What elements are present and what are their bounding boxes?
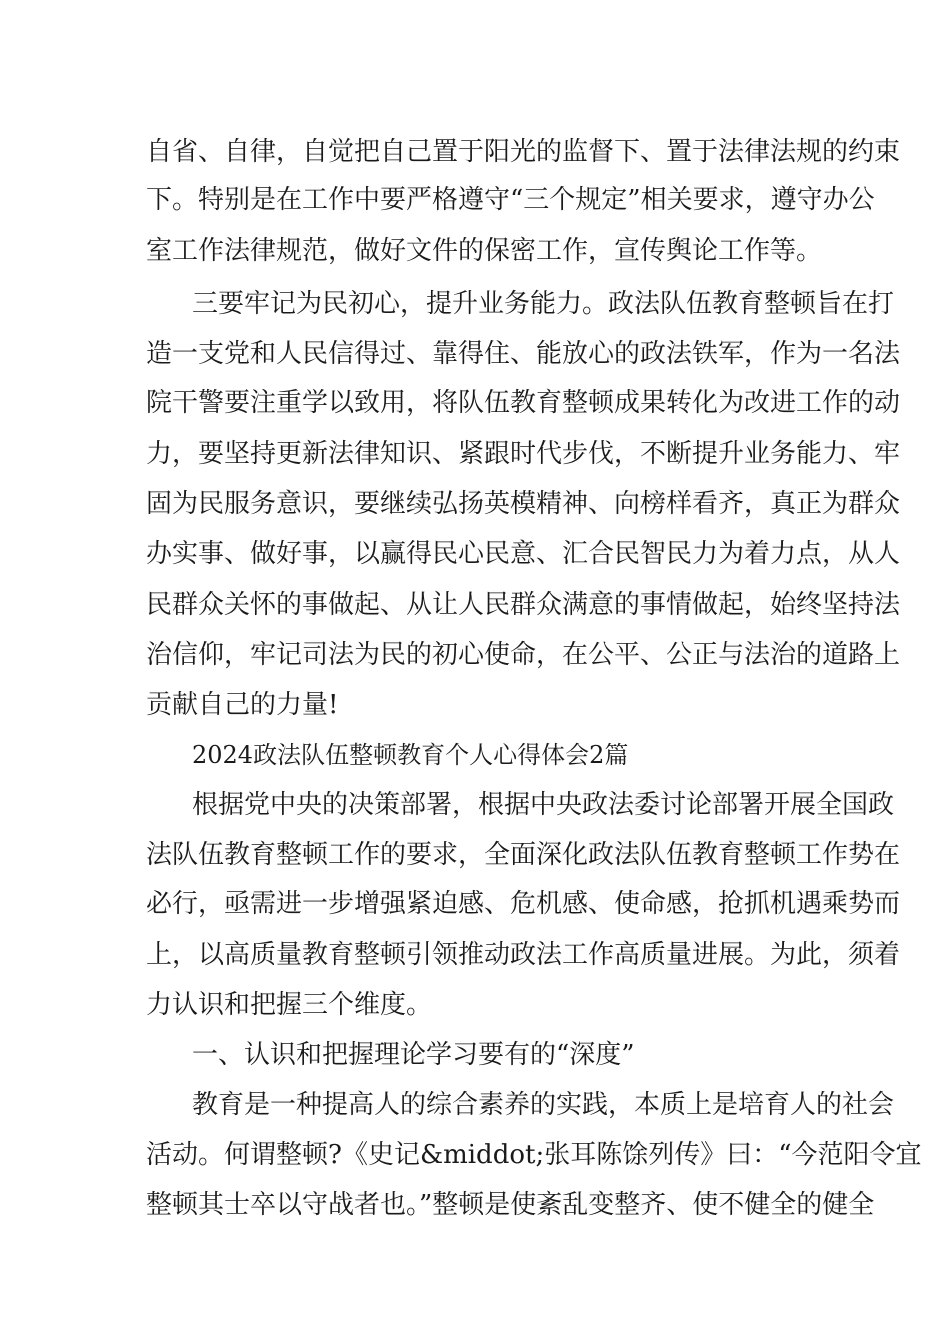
text-line: 整顿其士卒以守战者也。”整顿是使紊乱变整齐、使不健全的健全 bbox=[146, 1190, 875, 1220]
text-line: 贡献自己的力量! bbox=[146, 690, 339, 720]
section-title: 2024政法队伍整顿教育个人心得体会2篇 bbox=[192, 741, 629, 769]
text-line: 院干警要注重学以致用，将队伍教育整顿成果转化为改进工作的动 bbox=[146, 388, 901, 418]
text-line: 固为民服务意识，要继续弘扬英模精神、向榜样看齐，真正为群众 bbox=[146, 489, 901, 519]
text-line: 治信仰，牢记司法为民的初心使命，在公平、公正与法治的道路上 bbox=[146, 640, 901, 670]
text-line: 办实事、做好事，以赢得民心民意、汇合民智民力为着力点，从人 bbox=[146, 539, 901, 569]
text-line: 力认识和把握三个维度。 bbox=[146, 990, 433, 1020]
paragraph-start-line: 三要牢记为民初心，提升业务能力。政法队伍教育整顿旨在打 bbox=[192, 289, 895, 319]
text-line: 上，以高质量教育整顿引领推动政法工作高质量进展。为此，须着 bbox=[146, 940, 901, 970]
text-line: 法队伍教育整顿工作的要求，全面深化政法队伍教育整顿工作势在 bbox=[146, 840, 901, 870]
text-line: 造一支党和人民信得过、靠得住、能放心的政法铁军，作为一名法 bbox=[146, 339, 901, 369]
subsection-heading: 一、认识和把握理论学习要有的“深度” bbox=[192, 1040, 635, 1070]
paragraph-start-line: 根据党中央的决策部署，根据中央政法委讨论部署开展全国政 bbox=[192, 790, 895, 820]
text-line: 下。特别是在工作中要严格遵守“三个规定”相关要求，遵守办公 bbox=[146, 185, 875, 215]
text-line: 力，要坚持更新法律知识、紧跟时代步伐，不断提升业务能力、牢 bbox=[146, 439, 901, 469]
text-line: 室工作法律规范，做好文件的保密工作，宣传舆论工作等。 bbox=[146, 236, 823, 266]
text-line: 必行，亟需进一步增强紧迫感、危机感、使命感，抢抓机遇乘势而 bbox=[146, 889, 901, 919]
paragraph-start-line: 教育是一种提高人的综合素养的实践，本质上是培育人的社会 bbox=[192, 1090, 895, 1120]
text-line: 民群众关怀的事做起、从让人民群众满意的事情做起，始终坚持法 bbox=[146, 590, 901, 620]
text-line: 自省、自律，自觉把自己置于阳光的监督下、置于法律法规的约束 bbox=[146, 137, 901, 167]
text-line: 活动。何谓整顿?《史记&middot;张耳陈馀列传》曰：“今范阳令宜 bbox=[146, 1140, 922, 1170]
